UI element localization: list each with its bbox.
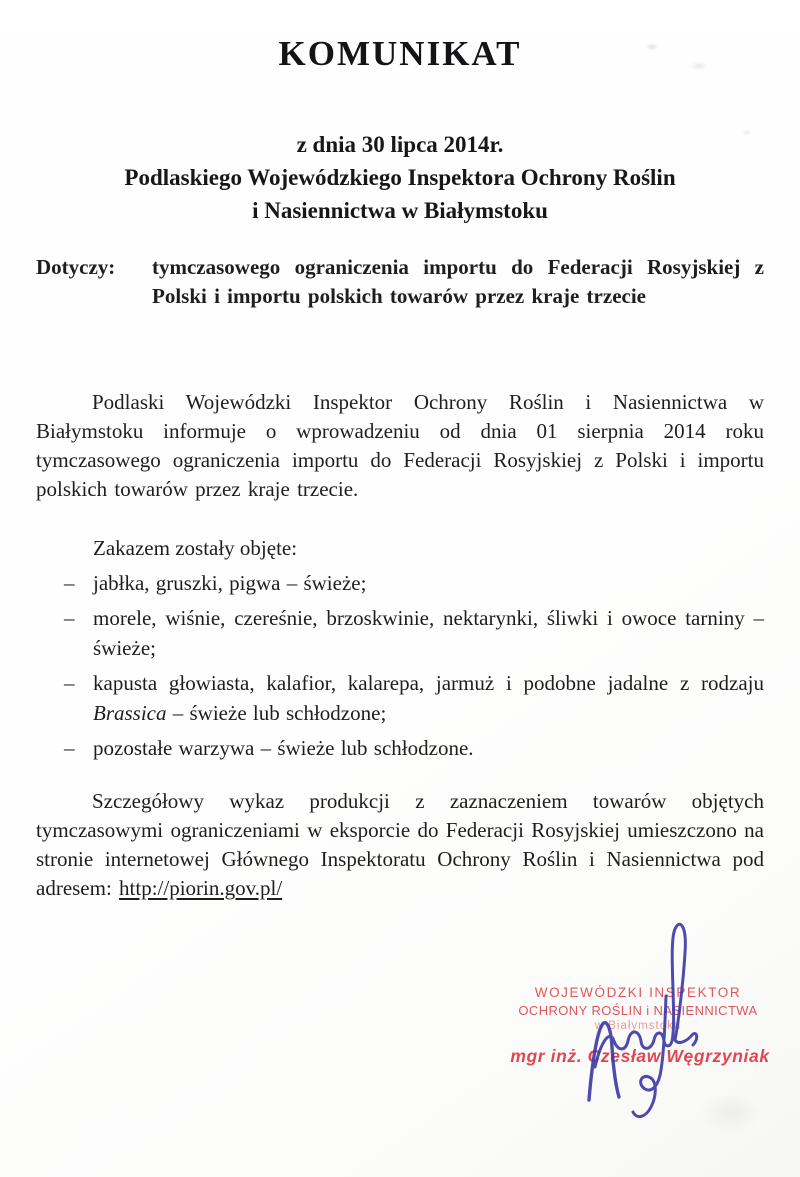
list-item-text-latin-name: Brassica — [93, 701, 167, 725]
list-item-text: jabłka, gruszki, pigwa – świeże; — [93, 571, 367, 595]
scan-speck — [700, 1093, 760, 1133]
list-item-text: morele, wiśnie, czereśnie, brzoskwinie, nektarynki, śliwki i owoce tarniny – świeże; — [93, 606, 764, 660]
list-item-text: pozostałe warzywa – świeże lub schłodzone. — [93, 736, 474, 760]
scanned-document-page — [0, 33, 800, 1177]
stamp-signer-name: mgr inż. Czesław Węgrzyniak — [510, 1046, 770, 1066]
list-item-marker: – — [64, 571, 75, 595]
list-item-marker: – — [64, 606, 75, 630]
document-date-line: z dnia 30 lipca 2014r. — [296, 132, 504, 157]
issuer-line-2: i Nasiennictwa w Białymstoku — [252, 198, 548, 223]
ban-list-intro: Zakazem zostały objęte: — [93, 536, 298, 560]
list-item-marker: – — [64, 736, 75, 760]
list-item-marker: – — [64, 671, 75, 695]
document-title: KOMUNIKAT — [278, 34, 522, 73]
official-stamp — [518, 983, 758, 1034]
stamp-line-2: OCHRONY ROŚLIN i NASIENNICTWA — [518, 1003, 758, 1018]
subject-block — [36, 253, 764, 311]
list-item-text-pre: kapusta głowiasta, kalafior, kalarepa, jarmuż i podobne jadalne z rodzaju — [93, 671, 764, 695]
subject-text: tymczasowego ograniczenia importu do Federacji Rosyjskiej z Polski i importu polskich towarów przez kraje trzecie — [152, 255, 764, 308]
outro-paragraph-text: Szczegółowy wykaz produkcji z zaznaczeniem towarów objętych tymczasowymi ograniczeniami w eksporcie do Federacji Rosyjskiej umieszczono na stronie internetowej Głównego Inspektoratu Ochrony Roślin i Nasiennictwa pod adresem: — [36, 789, 764, 900]
ban-list — [36, 568, 764, 763]
list-item-text-post: – świeże lub schłodzone; — [172, 701, 387, 725]
stamp-line-3: w Białymstoku — [594, 1020, 682, 1032]
subject-label: Dotyczy: — [36, 255, 116, 279]
intro-paragraph: Podlaski Wojewódzki Inspektor Ochrony Roślin i Nasiennictwa w Białymstoku informuje o wprowadzeniu od dnia 01 sierpnia 2014 roku tymczasowego ograniczenia importu do Federacji Rosyjskiej z Polski i importu polskich towarów przez kraje trzecie. — [36, 390, 764, 501]
outro-paragraph — [36, 787, 764, 903]
list-item — [36, 568, 764, 598]
document-subtitle — [36, 128, 764, 227]
issuer-line-1: Podlaskiego Wojewódzkiego Inspektora Ochrony Roślin — [124, 165, 676, 190]
list-item — [36, 668, 764, 728]
piorin-link[interactable]: http://piorin.gov.pl/ — [119, 876, 283, 900]
list-item — [36, 733, 764, 763]
list-item — [36, 603, 764, 663]
stamp-line-1: WOJEWÓDZKI INSPEKTOR — [534, 985, 742, 1000]
list-item-text — [93, 671, 764, 725]
